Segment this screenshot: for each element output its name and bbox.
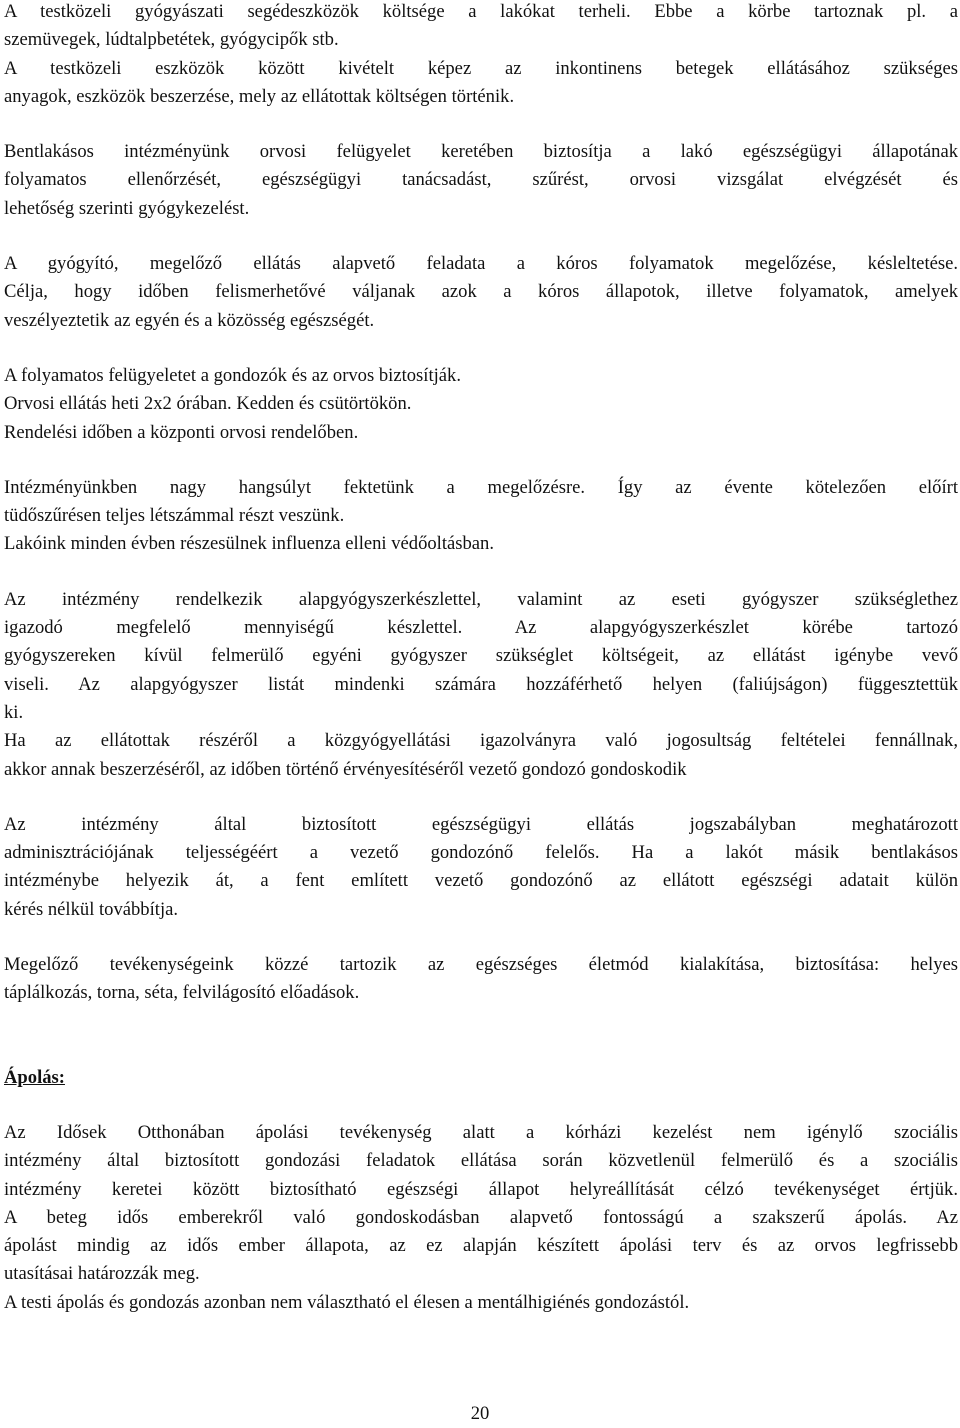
text-line: Intézményünkben nagy hangsúlyt fektetünk a megelőzésre. Így az évente kötelezően előírt bbox=[4, 476, 958, 498]
text-line: Célja, hogy időben felismerhetővé váljanak azok a kóros állapotok, illetve folyamatok, amelyek bbox=[4, 281, 958, 303]
text-line: viseli. Az alapgyógyszer listát mindenki számára hozzáférhető helyen (faliújságon) függesztettük bbox=[4, 673, 958, 695]
text-line: folyamatos ellenőrzését, egészségügyi tanácsadást, szűrést, orvosi vizsgálat elvégzését és bbox=[4, 169, 958, 191]
text-line: igazodó megfelelő mennyiségű készlettel. Az alapgyógyszerkészlet körébe tartozó bbox=[4, 617, 958, 639]
paragraph-preventive-care bbox=[4, 250, 958, 335]
text-line: intézmény által biztosított gondozási feladatok ellátása során közvetlenül felmerülő és a szociális bbox=[4, 1150, 958, 1172]
text-line: veszélyeztetik az egyén és a közösség egészségét. bbox=[4, 309, 375, 331]
paragraph-screening bbox=[4, 474, 958, 559]
document-page bbox=[4, 0, 958, 1317]
page-number: 20 bbox=[470, 1403, 490, 1424]
text-line: tüdőszűrésen teljes létszámmal részt veszünk. bbox=[4, 505, 345, 527]
text-line: ápolást mindig az idős ember állapota, az ez alapján készített ápolási terv és az orvos legfrissebb bbox=[4, 1235, 958, 1257]
text-line: adminisztrációjának teljességéért a vezető gondozónő felelős. Ha a lakót másik bentlakásos bbox=[4, 842, 958, 864]
paragraph-doctor-hours bbox=[4, 362, 958, 447]
text-line: utasításai határozzák meg. bbox=[4, 1263, 200, 1285]
text-line: A testi ápolás és gondozás azonban nem választható el élesen a mentálhigiénés gondozástól. bbox=[4, 1291, 690, 1313]
text-line: Ha az ellátottak részéről a közgyógyellátási igazolványra való jogosultság feltételei fennállnak, bbox=[4, 730, 958, 752]
text-line: A testközeli eszközök között kivételt képez az inkontinens betegek ellátásához szükséges bbox=[4, 57, 958, 79]
text-line: Az Idősek Otthonában ápolási tevékenység alatt a kórházi kezelést nem igénylő szociális bbox=[4, 1121, 958, 1143]
text-line: szemüvegek, lúdtalpbetétek, gyógycipők stb. bbox=[4, 29, 339, 51]
text-line: Rendelési időben a központi orvosi rendelőben. bbox=[4, 421, 359, 443]
text-line: akkor annak beszerzéséről, az időben történő érvényesítéséről vezető gondozó gondoskodik bbox=[4, 758, 687, 780]
text-line: A gyógyító, megelőző ellátás alapvető feladata a kóros folyamatok megelőzése, késleltetése. bbox=[4, 253, 958, 275]
paragraph-medical-aids bbox=[4, 0, 958, 111]
paragraph-medication-supply bbox=[4, 586, 958, 784]
text-line: intézménybe helyezik át, a fent említett vezető gondozónő az ellátott egészségi adatait külön bbox=[4, 870, 958, 892]
text-line: ki. bbox=[4, 701, 24, 723]
text-line: kérés nélkül továbbítja. bbox=[4, 898, 179, 920]
text-line: táplálkozás, torna, séta, felvilágosító előadások. bbox=[4, 982, 360, 1004]
text-line: Orvosi ellátás heti 2x2 órában. Kedden és csütörtökön. bbox=[4, 393, 412, 415]
paragraph-nursing bbox=[4, 1119, 958, 1317]
text-line: Lakóink minden évben részesülnek influenza elleni védőoltásban. bbox=[4, 533, 494, 555]
text-line: intézmény keretei között biztosítható egészségi állapot helyreállítását célzó tevékenységet értjük. bbox=[4, 1178, 958, 1200]
text-line: Az intézmény által biztosított egészségügyi ellátás jogszabályban meghatározott bbox=[4, 813, 958, 835]
text-line: A testközeli gyógyászati segédeszközök költsége a lakókat terheli. Ebbe a körbe tartoznak pl. a bbox=[4, 1, 958, 22]
text-line: A folyamatos felügyeletet a gondozók és az orvos biztosítják. bbox=[4, 364, 461, 386]
section-heading-nursing: Ápolás: bbox=[4, 1066, 65, 1088]
paragraph-medical-supervision bbox=[4, 138, 958, 223]
text-line: lehetőség szerinti gyógykezelést. bbox=[4, 197, 250, 219]
text-line: Az intézmény rendelkezik alapgyógyszerkészlettel, valamint az eseti gyógyszer szükséglethez bbox=[4, 588, 958, 610]
text-line: A beteg idős emberekről való gondoskodásban alapvető fontosságú a szakszerű ápolás. Az bbox=[4, 1206, 958, 1228]
paragraph-administration bbox=[4, 811, 958, 924]
paragraph-healthy-lifestyle bbox=[4, 951, 958, 1008]
text-line: Bentlakásos intézményünk orvosi felügyelet keretében biztosítja a lakó egészségügyi állapotának bbox=[4, 141, 958, 163]
text-line: Megelőző tevékenységeink közzé tartozik az egészséges életmód kialakítása, biztosítása: helyes bbox=[4, 954, 958, 976]
text-line: gyógyszereken kívül felmerülő egyéni gyógyszer szükséglet költségeit, az ellátást igénybe vevő bbox=[4, 645, 958, 667]
text-line: anyagok, eszközök beszerzése, mely az ellátottak költségen történik. bbox=[4, 85, 515, 107]
